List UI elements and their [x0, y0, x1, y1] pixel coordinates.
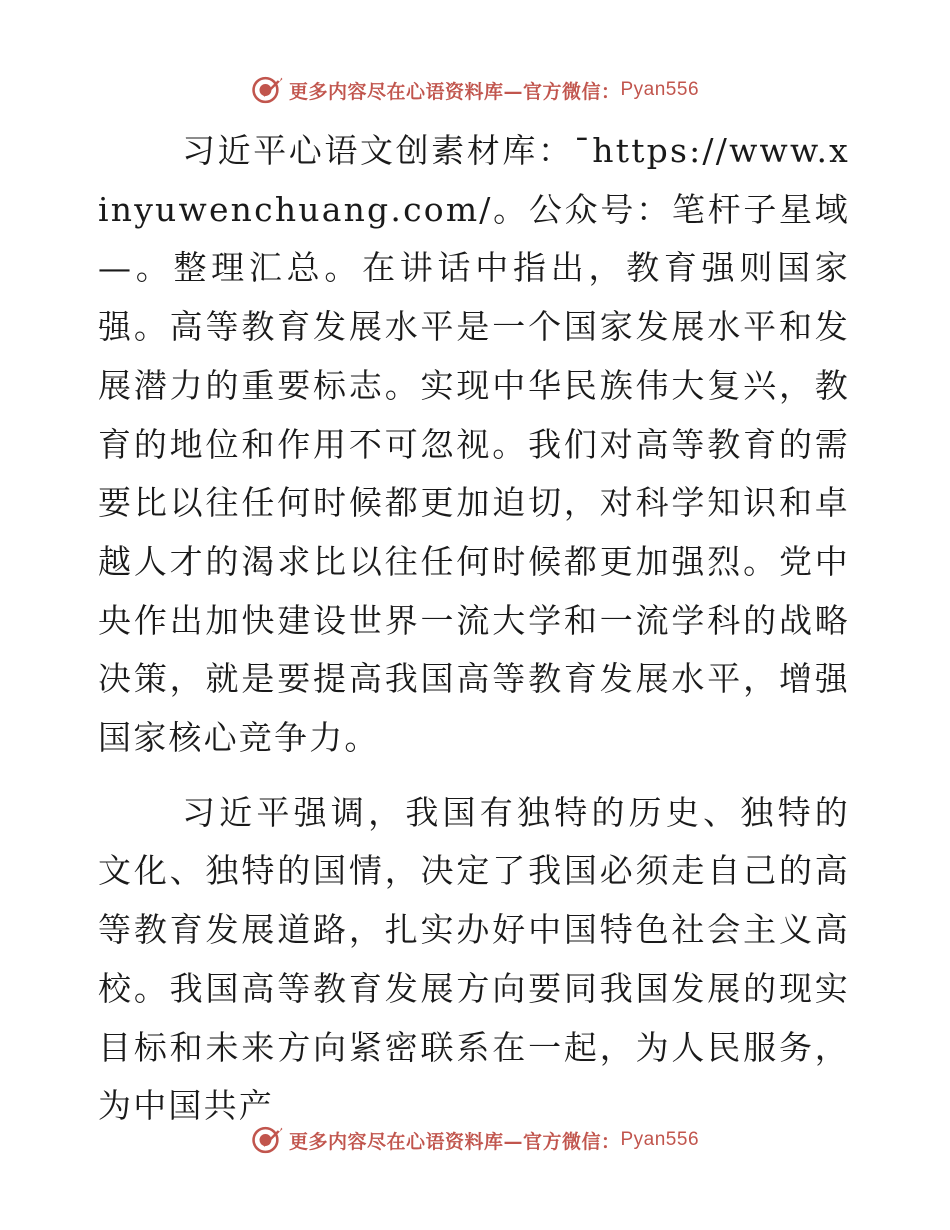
quill-logo-icon — [251, 1123, 285, 1157]
footer-watermark-banner — [0, 1120, 950, 1160]
footer-banner-text: 更多内容尽在心语资料库—官方微信： — [288, 1130, 621, 1153]
header-banner-text: 更多内容尽在心语资料库—官方微信： — [288, 80, 621, 103]
paragraph-2: 习近平强调，我国有独特的历史、独特的文化、独特的国情，决定了我国必须走自己的高等教育发展道路，扎实办好中国特色社会主义高校。我国高等教育发展方向要同我国发展的现实目标和未来方向紧密联系在一起，为人民服务，为中国共产 — [98, 792, 850, 1126]
quill-logo-icon — [251, 73, 285, 107]
header-wechat-id: Pyan556 — [620, 79, 700, 100]
paragraph-1: 习近平心语文创素材库：¯https://www.xinyuwenchuang.com/。公众号：笔杆子星域—。整理汇总。在讲话中指出，教育强则国家强。高等教育发展水平是一个国家发展水平和发展潜力的重要标志。实现中华民族伟大复兴，教育的地位和作用不可忽视。我们对高等教育的需要比以往任何时候都更加迫切，对科学知识和卓越人才的渴求比以往任何时候都更加强烈。党中央作出加快建设世界一流大学和一流学科的战略决策，就是要提高我国高等教育发展水平，增强国家核心竞争力。 — [98, 131, 850, 758]
footer-wechat-id: Pyan556 — [620, 1129, 700, 1150]
document-body — [98, 122, 850, 1136]
header-watermark-banner — [0, 70, 950, 110]
